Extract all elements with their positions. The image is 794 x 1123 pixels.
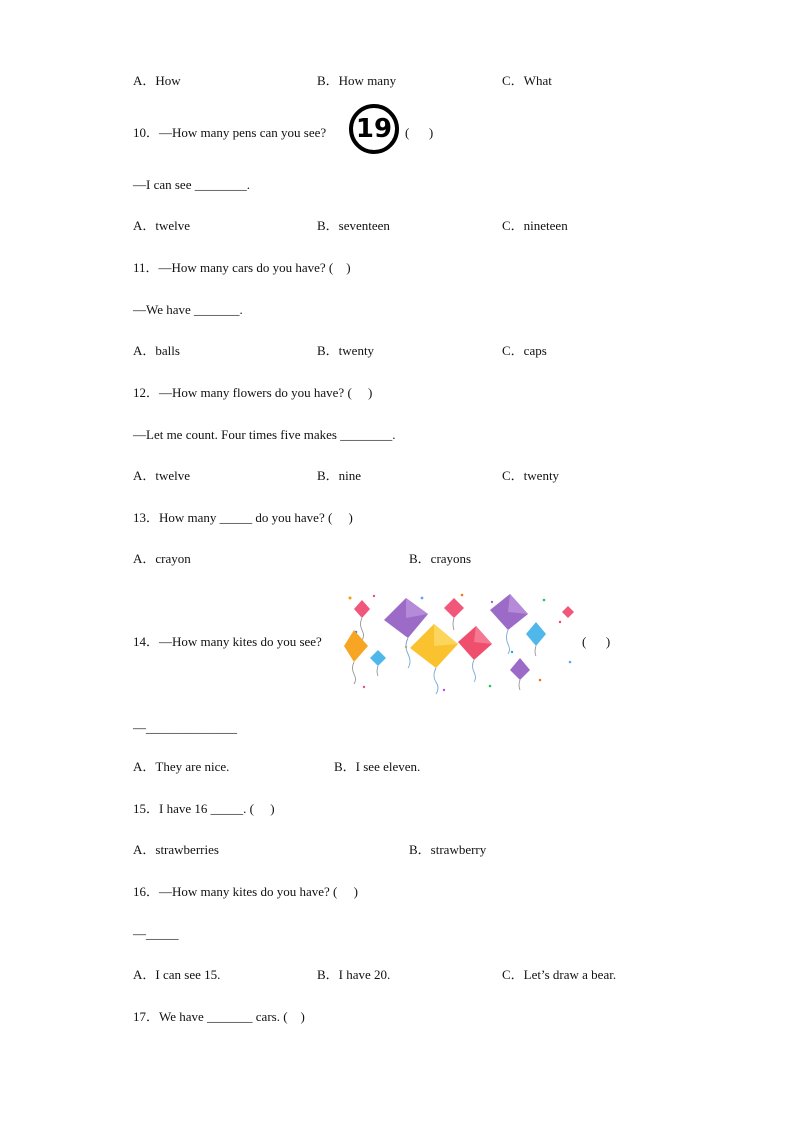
number-19-image [349,104,399,154]
q12-option-c: C．twenty [502,468,560,483]
kite-7 [344,630,368,684]
q9-option-c: C．What [502,73,552,88]
q12-option-b: B．nine [317,468,362,483]
q9-option-a: A．How [133,73,181,88]
q15-option-b: B．strawberry [409,842,487,857]
q11-option-b: B．twenty [317,343,375,358]
q16-option-c: C．Let’s draw a bear. [502,967,617,982]
q10-option-b: B．seventeen [317,218,390,233]
kite-6 [526,622,546,656]
kite-10 [458,626,492,682]
kite-5 [562,606,574,618]
q14-option-a: A．They are nice. [133,759,230,774]
q13-question: 13．How many _____ do you have? ( ) [133,510,353,525]
kite-2 [384,598,428,668]
q10-option-a: A．twelve [133,218,191,233]
q16-option-a: A．I can see 15. [133,967,221,982]
q10-option-c: C．nineteen [502,218,568,233]
q17-question: 17．We have _______ cars. ( ) [133,1009,305,1024]
q10-question: 10．—How many pens can you see? [133,125,327,140]
q16-answer-line: —_____ [133,926,179,941]
q15-question: 15．I have 16 _____. ( ) [133,801,275,816]
q12-option-a: A．twelve [133,468,191,483]
q10-answer-line: —I can see ________. [133,177,250,192]
q11-question: 11．—How many cars do you have? ( ) [133,260,351,275]
q15-option-a: A．strawberries [133,842,219,857]
q11-option-a: A．balls [133,343,180,358]
q14-answer-bracket: ( ) [582,634,611,649]
q11-option-c: C．caps [502,343,547,358]
q16-question: 16．—How many kites do you have? ( ) [133,884,358,899]
q10-answer-bracket: ( ) [405,125,434,140]
q14-question: 14．—How many kites do you see? [133,634,322,649]
kite-4 [490,594,528,654]
kite-11 [510,658,530,690]
kite-8 [370,650,386,676]
q13-option-b: B．crayons [409,551,472,566]
q11-answer-line: —We have _______. [133,302,243,317]
q13-option-a: A．crayon [133,551,191,566]
q9-option-b: B．How many [317,73,397,88]
number-19-text: 19 [355,114,393,144]
kites-image [344,592,576,700]
q14-answer-line: —______________ [133,720,237,735]
kite-9 [410,624,458,694]
q12-question: 12．—How many flowers do you have? ( ) [133,385,373,400]
kite-3 [444,598,464,630]
q14-option-b: B．I see eleven. [334,759,421,774]
q16-option-b: B．I have 20. [317,967,391,982]
q12-answer-line: —Let me count. Four times five makes ________. [133,427,396,442]
